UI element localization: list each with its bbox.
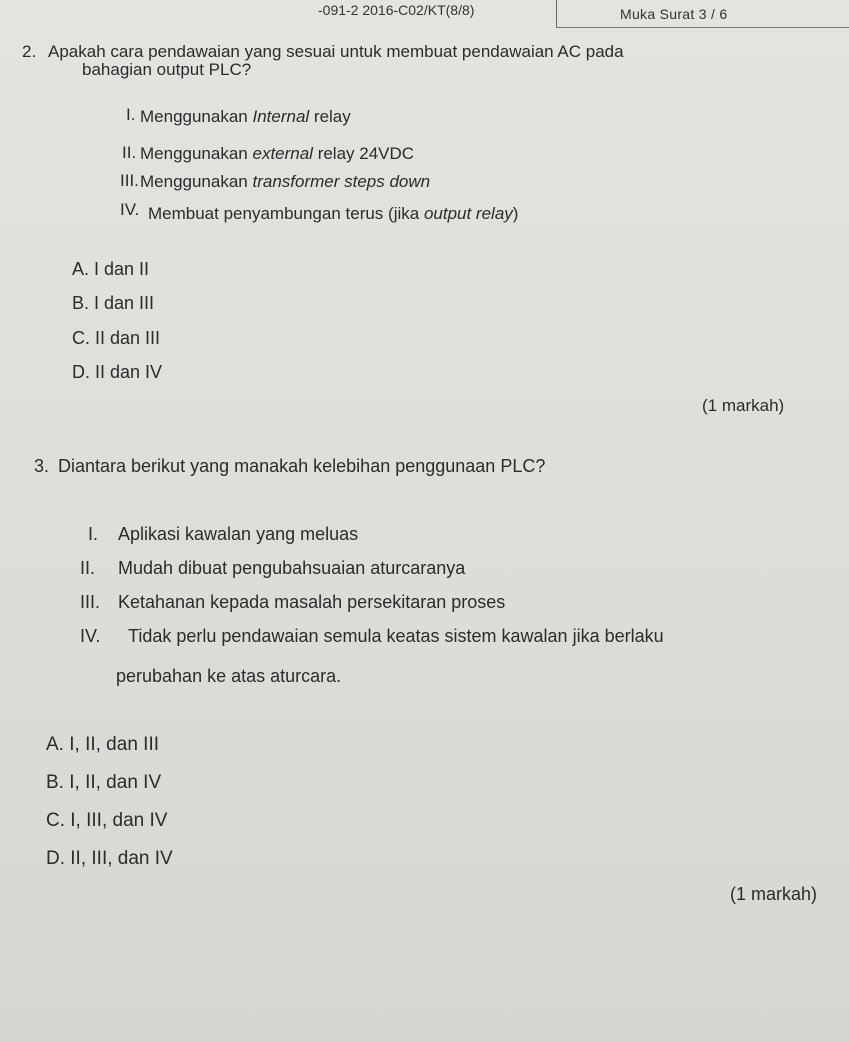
statement-text: Mudah dibuat pengubahsuaian aturcaranya (118, 558, 466, 578)
statement-number: III. (80, 592, 101, 612)
option-b[interactable]: B. I, II, dan IV (46, 772, 162, 793)
header-divider (556, 0, 557, 28)
question-title: Apakah cara pendawaian yang sesuai untuk membuat pendawaian AC pada (48, 42, 624, 61)
statement-text: Membuat penyambungan terus (jika output relay) (148, 204, 519, 223)
option-a[interactable]: A. I dan II (72, 259, 150, 279)
statement-text-cont: perubahan ke atas aturcara. (116, 666, 342, 686)
question-number: 3. (34, 456, 50, 476)
option-c[interactable]: C. I, III, dan IV (46, 810, 168, 831)
mark-label: (1 markah) (702, 396, 785, 415)
statement-text: Menggunakan external relay 24VDC (140, 144, 415, 163)
statement-text: Tidak perlu pendawaian semula keatas sistem kawalan jika berlaku (128, 626, 664, 646)
statement-text: Ketahanan kepada masalah persekitaran proses (118, 592, 506, 612)
option-c[interactable]: C. II dan III (72, 328, 161, 348)
paper-code: -091-2 2016-C02/KT(8/8) (318, 2, 475, 18)
statement-number: I. (126, 105, 136, 124)
page-header (0, 0, 849, 26)
statement-number: I. (88, 524, 99, 544)
statement-number: II. (122, 143, 137, 162)
statement-number: IV. (80, 626, 101, 646)
option-d[interactable]: D. II, III, dan IV (46, 848, 173, 869)
statement-number: IV. (120, 200, 140, 219)
question-title: Diantara berikut yang manakah kelebihan penggunaan PLC? (58, 456, 546, 476)
statement-text: Menggunakan transformer steps down (140, 172, 431, 191)
option-b[interactable]: B. I dan III (72, 293, 155, 313)
header-rule (556, 27, 849, 28)
page-number: Muka Surat 3 / 6 (620, 6, 728, 22)
option-d[interactable]: D. II dan IV (72, 362, 163, 382)
option-a[interactable]: A. I, II, dan III (46, 734, 159, 755)
statement-number: III. (120, 171, 139, 190)
question-number: 2. (22, 42, 37, 61)
statement-number: II. (80, 558, 96, 578)
statement-text: Menggunakan Internal relay (140, 107, 351, 126)
statement-text: Aplikasi kawalan yang meluas (118, 524, 359, 544)
question-title-cont: bahagian output PLC? (82, 60, 252, 79)
mark-label: (1 markah) (730, 884, 818, 904)
